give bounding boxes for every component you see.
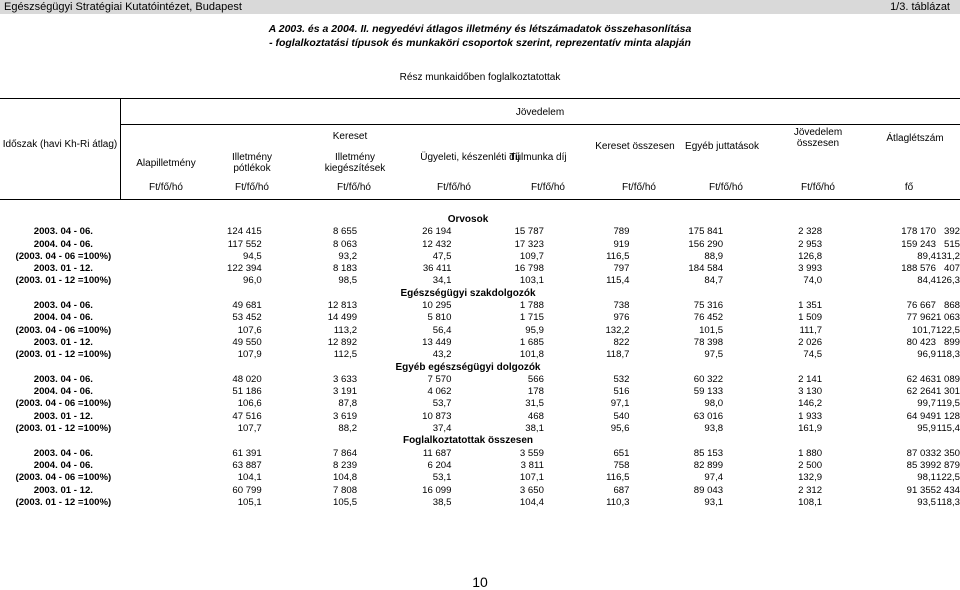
value-cell: 1 685	[519, 336, 544, 348]
value-cell: 107,1	[519, 472, 544, 484]
value-cell: 95,6	[610, 423, 630, 435]
value-cell: 49 681	[232, 300, 262, 312]
value-cell: 2 026	[798, 336, 823, 348]
value-cell: 116,5	[606, 472, 630, 484]
column-header-duty: Ügyeleti, készenléti díj	[420, 152, 520, 163]
value-cell: 26 194	[422, 226, 452, 238]
value-cell: 36 411	[422, 263, 452, 275]
value-cell: 3 633	[333, 373, 358, 385]
value-cell: 104,1	[237, 472, 262, 484]
value-cell: 6 204	[427, 459, 452, 471]
value-cell: 78 398	[693, 336, 724, 348]
value-cell: 64 949	[906, 410, 936, 422]
value-cell: 59 133	[693, 386, 724, 398]
value-cell: 3 191	[333, 386, 358, 398]
unit-label: Ft/fő/hó	[337, 182, 371, 193]
table-row	[0, 251, 960, 263]
value-cell: 132,9	[798, 472, 823, 484]
value-cell: 131,2	[935, 250, 960, 262]
value-cell: 97,5	[704, 349, 724, 361]
value-cell: 94,5	[243, 250, 262, 262]
unit-label: Ft/fő/hó	[149, 182, 183, 193]
value-cell: 2 312	[798, 484, 823, 496]
value-cell: 101,5	[699, 324, 724, 336]
column-header-period: Időszak (havi Kh-Ri átlag)	[2, 139, 118, 150]
value-cell: 976	[613, 312, 630, 324]
value-cell: 91 355	[906, 484, 936, 496]
value-cell: 89 043	[693, 484, 724, 496]
value-cell: 16 099	[422, 484, 452, 496]
value-cell: 1 128	[935, 410, 960, 422]
value-cell: 47 516	[232, 410, 262, 422]
period-cell: 2004. 04 - 06.	[33, 312, 93, 324]
value-cell: 1 301	[935, 386, 960, 398]
section-title: Orvosok	[447, 214, 489, 225]
period-cell: (2003. 04 - 06 =100%)	[15, 472, 112, 484]
value-cell: 109,7	[519, 250, 544, 262]
value-cell: 1 089	[935, 373, 960, 385]
value-cell: 116,5	[606, 250, 630, 262]
value-cell: 95,9	[917, 423, 936, 435]
value-cell: 184 584	[688, 263, 724, 275]
table-title-line2: - foglalkoztatási típusok és munkaköri csoportok szerint, reprezentatív minta alapján	[269, 37, 691, 49]
value-cell: 17 323	[514, 238, 544, 250]
section-header-row	[0, 288, 960, 300]
value-cell: 797	[613, 263, 630, 275]
value-cell: 532	[613, 373, 630, 385]
table-row	[0, 226, 960, 238]
table-row	[0, 349, 960, 361]
value-cell: 15 787	[514, 226, 544, 238]
value-cell: 43,2	[432, 349, 452, 361]
value-cell: 82 899	[693, 459, 724, 471]
column-group-income: Jövedelem	[515, 107, 565, 118]
value-cell: 1 933	[798, 410, 823, 422]
value-cell: 88,9	[704, 250, 724, 262]
value-cell: 122,5	[935, 324, 960, 336]
value-cell: 178 170	[901, 226, 936, 238]
value-cell: 2 141	[798, 373, 823, 385]
value-cell: 53 452	[232, 312, 262, 324]
value-cell: 101,7	[911, 324, 936, 336]
table-row	[0, 485, 960, 497]
value-cell: 468	[527, 410, 544, 422]
value-cell: 93,5	[917, 496, 936, 508]
value-cell: 108,1	[798, 496, 823, 508]
table-row	[0, 312, 960, 324]
value-cell: 124 415	[227, 226, 262, 238]
table-row	[0, 448, 960, 460]
value-cell: 97,1	[610, 398, 630, 410]
table-row	[0, 239, 960, 251]
value-cell: 117 552	[227, 238, 262, 250]
table-row	[0, 386, 960, 398]
value-cell: 822	[613, 336, 630, 348]
value-cell: 99,7	[917, 398, 936, 410]
period-cell: (2003. 04 - 06 =100%)	[15, 324, 112, 336]
value-cell: 34,1	[432, 275, 452, 287]
column-header-supplement: Illetmény kiegészítések	[324, 152, 386, 174]
value-cell: 651	[613, 447, 630, 459]
value-cell: 516	[613, 386, 630, 398]
value-cell: 3 619	[333, 410, 358, 422]
period-cell: (2003. 01 - 12 =100%)	[15, 349, 112, 361]
data-table	[0, 214, 960, 509]
value-cell: 74,5	[803, 349, 823, 361]
table-row	[0, 472, 960, 484]
table-title-line1: A 2003. és a 2004. II. negyedévi átlagos illetmény és létszámadatok összehasonlítása	[268, 23, 692, 35]
value-cell: 12 892	[327, 336, 358, 348]
value-cell: 37,4	[432, 423, 452, 435]
unit-label: Ft/fő/hó	[531, 182, 565, 193]
value-cell: 61 391	[232, 447, 262, 459]
value-cell: 119,5	[936, 398, 960, 410]
value-cell: 13 449	[422, 336, 452, 348]
value-cell: 101,8	[519, 349, 544, 361]
value-cell: 118,7	[606, 349, 630, 361]
value-cell: 87 033	[906, 447, 936, 459]
value-cell: 159 243	[901, 238, 936, 250]
value-cell: 3 130	[798, 386, 823, 398]
value-cell: 687	[613, 484, 630, 496]
value-cell: 758	[613, 459, 630, 471]
value-cell: 1 351	[798, 300, 823, 312]
value-cell: 122,5	[935, 472, 960, 484]
value-cell: 2 328	[798, 226, 823, 238]
value-cell: 87,8	[338, 398, 358, 410]
value-cell: 93,8	[704, 423, 724, 435]
page-number: 10	[472, 574, 488, 590]
value-cell: 8 655	[333, 226, 358, 238]
value-cell: 74,0	[803, 275, 823, 287]
value-cell: 96,9	[917, 349, 936, 361]
period-cell: 2003. 01 - 12.	[33, 410, 93, 422]
value-cell: 118,3	[936, 496, 960, 508]
period-cell: (2003. 04 - 06 =100%)	[15, 250, 112, 262]
table-row	[0, 325, 960, 337]
value-cell: 7 808	[333, 484, 358, 496]
value-cell: 188 576	[901, 263, 936, 275]
value-cell: 84,7	[704, 275, 724, 287]
value-cell: 3 559	[519, 447, 544, 459]
column-header-headcount: Átlaglétszám	[886, 133, 944, 144]
value-cell: 2 434	[935, 484, 960, 496]
value-cell: 95,9	[525, 324, 544, 336]
table-subtitle: Rész munkaidőben foglalkoztatottak	[399, 72, 561, 83]
value-cell: 2 500	[798, 459, 823, 471]
unit-label: Ft/fő/hó	[622, 182, 656, 193]
value-cell: 48 020	[232, 373, 262, 385]
value-cell: 63 887	[232, 459, 262, 471]
value-cell: 76 667	[906, 300, 936, 312]
value-cell: 84,4	[917, 275, 936, 287]
value-cell: 8 183	[333, 263, 358, 275]
section-title: Egészségügyi szakdolgozók	[400, 287, 536, 299]
value-cell: 392	[943, 226, 960, 238]
column-header-kereset-total: Kereset összesen	[595, 141, 675, 152]
value-cell: 115,4	[606, 275, 630, 287]
value-cell: 1 063	[935, 312, 960, 324]
income-group-rule	[120, 124, 960, 125]
value-cell: 126,8	[798, 250, 823, 262]
value-cell: 540	[613, 410, 630, 422]
period-cell: 2003. 04 - 06.	[33, 226, 93, 238]
unit-label: Ft/fő/hó	[801, 182, 835, 193]
value-cell: 7 570	[427, 373, 452, 385]
value-cell: 97,4	[704, 472, 724, 484]
value-cell: 3 993	[798, 263, 823, 275]
value-cell: 2 953	[798, 238, 823, 250]
table-reference: 1/3. táblázat	[890, 1, 950, 13]
value-cell: 80 423	[906, 336, 936, 348]
value-cell: 111,7	[799, 324, 823, 336]
value-cell: 76 452	[693, 312, 724, 324]
column-header-allowance: Illetmény pótlékok	[231, 152, 272, 174]
value-cell: 2 879	[935, 459, 960, 471]
value-cell: 5 810	[427, 312, 452, 324]
value-cell: 49 550	[232, 336, 262, 348]
value-cell: 3 811	[520, 459, 544, 471]
value-cell: 407	[943, 263, 960, 275]
period-cell: 2003. 04 - 06.	[33, 447, 93, 459]
value-cell: 566	[527, 373, 544, 385]
value-cell: 115,4	[936, 423, 960, 435]
value-cell: 60 799	[232, 484, 262, 496]
value-cell: 1 715	[519, 312, 544, 324]
value-cell: 8 239	[333, 459, 358, 471]
period-cell: (2003. 01 - 12 =100%)	[15, 496, 112, 508]
value-cell: 105,5	[333, 496, 358, 508]
value-cell: 789	[613, 226, 630, 238]
value-cell: 738	[613, 300, 630, 312]
value-cell: 47,5	[432, 250, 452, 262]
value-cell: 175 841	[688, 226, 724, 238]
period-cell: 2003. 04 - 06.	[33, 373, 93, 385]
value-cell: 868	[943, 300, 960, 312]
period-cell: 2004. 04 - 06.	[33, 459, 93, 471]
value-cell: 107,7	[237, 423, 262, 435]
column-header-income-total: Jövedelem összesen	[793, 127, 843, 149]
value-cell: 85 153	[693, 447, 724, 459]
section-header-row	[0, 214, 960, 226]
section-title: Egyéb egészségügyi dolgozók	[395, 361, 541, 373]
table-row	[0, 374, 960, 386]
value-cell: 132,2	[605, 324, 630, 336]
column-header-overtime: Túlmunka díj	[509, 152, 567, 163]
value-cell: 12 813	[327, 300, 358, 312]
value-cell: 126,3	[935, 275, 960, 287]
value-cell: 1 788	[519, 300, 544, 312]
unit-label: Ft/fő/hó	[235, 182, 269, 193]
value-cell: 7 864	[333, 447, 358, 459]
value-cell: 89,4	[917, 250, 936, 262]
unit-label: Ft/fő/hó	[709, 182, 743, 193]
period-cell: (2003. 04 - 06 =100%)	[15, 398, 112, 410]
value-cell: 98,5	[338, 275, 358, 287]
value-cell: 11 687	[422, 447, 452, 459]
period-cell: 2004. 04 - 06.	[33, 386, 93, 398]
table-row	[0, 300, 960, 312]
value-cell: 107,6	[237, 324, 262, 336]
value-cell: 96,0	[243, 275, 262, 287]
table-row	[0, 460, 960, 472]
value-cell: 60 322	[693, 373, 724, 385]
value-cell: 4 062	[427, 386, 452, 398]
value-cell: 112,5	[333, 349, 358, 361]
table-row	[0, 275, 960, 287]
period-cell: 2003. 04 - 06.	[33, 300, 93, 312]
value-cell: 515	[943, 238, 960, 250]
value-cell: 53,7	[432, 398, 452, 410]
value-cell: 1 880	[798, 447, 823, 459]
value-cell: 38,5	[432, 496, 452, 508]
column-group-kereset: Kereset	[332, 131, 368, 142]
value-cell: 98,0	[704, 398, 724, 410]
value-cell: 85 399	[906, 459, 936, 471]
table-row	[0, 411, 960, 423]
value-cell: 10 295	[422, 300, 452, 312]
period-cell: 2003. 01 - 12.	[33, 484, 93, 496]
value-cell: 16 798	[514, 263, 544, 275]
table-row	[0, 263, 960, 275]
table-row	[0, 423, 960, 435]
value-cell: 178	[527, 386, 544, 398]
period-cell: 2004. 04 - 06.	[33, 238, 93, 250]
table-row	[0, 337, 960, 349]
value-cell: 146,2	[798, 398, 823, 410]
value-cell: 3 650	[519, 484, 544, 496]
value-cell: 110,3	[606, 496, 630, 508]
value-cell: 156 290	[688, 238, 724, 250]
value-cell: 31,5	[525, 398, 544, 410]
period-cell: (2003. 01 - 12 =100%)	[15, 275, 112, 287]
value-cell: 2 350	[935, 447, 960, 459]
header-bottom-rule	[0, 199, 960, 200]
value-cell: 919	[613, 238, 630, 250]
value-cell: 104,8	[333, 472, 358, 484]
unit-label: fő	[904, 182, 914, 193]
section-title: Foglalkoztatottak összesen	[402, 435, 533, 447]
value-cell: 75 316	[693, 300, 724, 312]
value-cell: 38,1	[525, 423, 544, 435]
section-header-row	[0, 435, 960, 447]
organization-name: Egészségügyi Stratégiai Kutatóintézet, Budapest	[4, 1, 242, 13]
value-cell: 104,4	[519, 496, 544, 508]
period-cell: 2003. 01 - 12.	[33, 336, 93, 348]
column-header-base: Alapilletmény	[136, 158, 196, 169]
value-cell: 899	[943, 336, 960, 348]
value-cell: 93,1	[704, 496, 724, 508]
value-cell: 105,1	[237, 496, 262, 508]
value-cell: 12 432	[422, 238, 452, 250]
value-cell: 62 463	[906, 373, 936, 385]
value-cell: 107,9	[237, 349, 262, 361]
value-cell: 56,4	[432, 324, 452, 336]
value-cell: 161,9	[798, 423, 823, 435]
value-cell: 77 962	[906, 312, 936, 324]
period-cell: 2003. 01 - 12.	[33, 263, 93, 275]
value-cell: 8 063	[333, 238, 358, 250]
value-cell: 10 873	[422, 410, 452, 422]
value-cell: 14 499	[327, 312, 358, 324]
value-cell: 103,1	[519, 275, 544, 287]
section-header-row	[0, 362, 960, 374]
value-cell: 122 394	[227, 263, 262, 275]
value-cell: 88,2	[338, 423, 358, 435]
value-cell: 62 264	[906, 386, 936, 398]
value-cell: 106,6	[237, 398, 262, 410]
value-cell: 113,2	[333, 324, 358, 336]
table-row	[0, 398, 960, 410]
value-cell: 93,2	[338, 250, 358, 262]
unit-label: Ft/fő/hó	[437, 182, 471, 193]
header-top-rule	[0, 98, 960, 99]
value-cell: 63 016	[693, 410, 724, 422]
column-header-other: Egyéb juttatások	[685, 141, 759, 152]
page-header-bar	[0, 0, 960, 14]
period-cell: (2003. 01 - 12 =100%)	[15, 423, 112, 435]
value-cell: 53,1	[432, 472, 452, 484]
value-cell: 51 186	[232, 386, 262, 398]
value-cell: 118,3	[936, 349, 960, 361]
value-cell: 1 509	[798, 312, 823, 324]
table-row	[0, 497, 960, 509]
value-cell: 98,1	[917, 472, 936, 484]
